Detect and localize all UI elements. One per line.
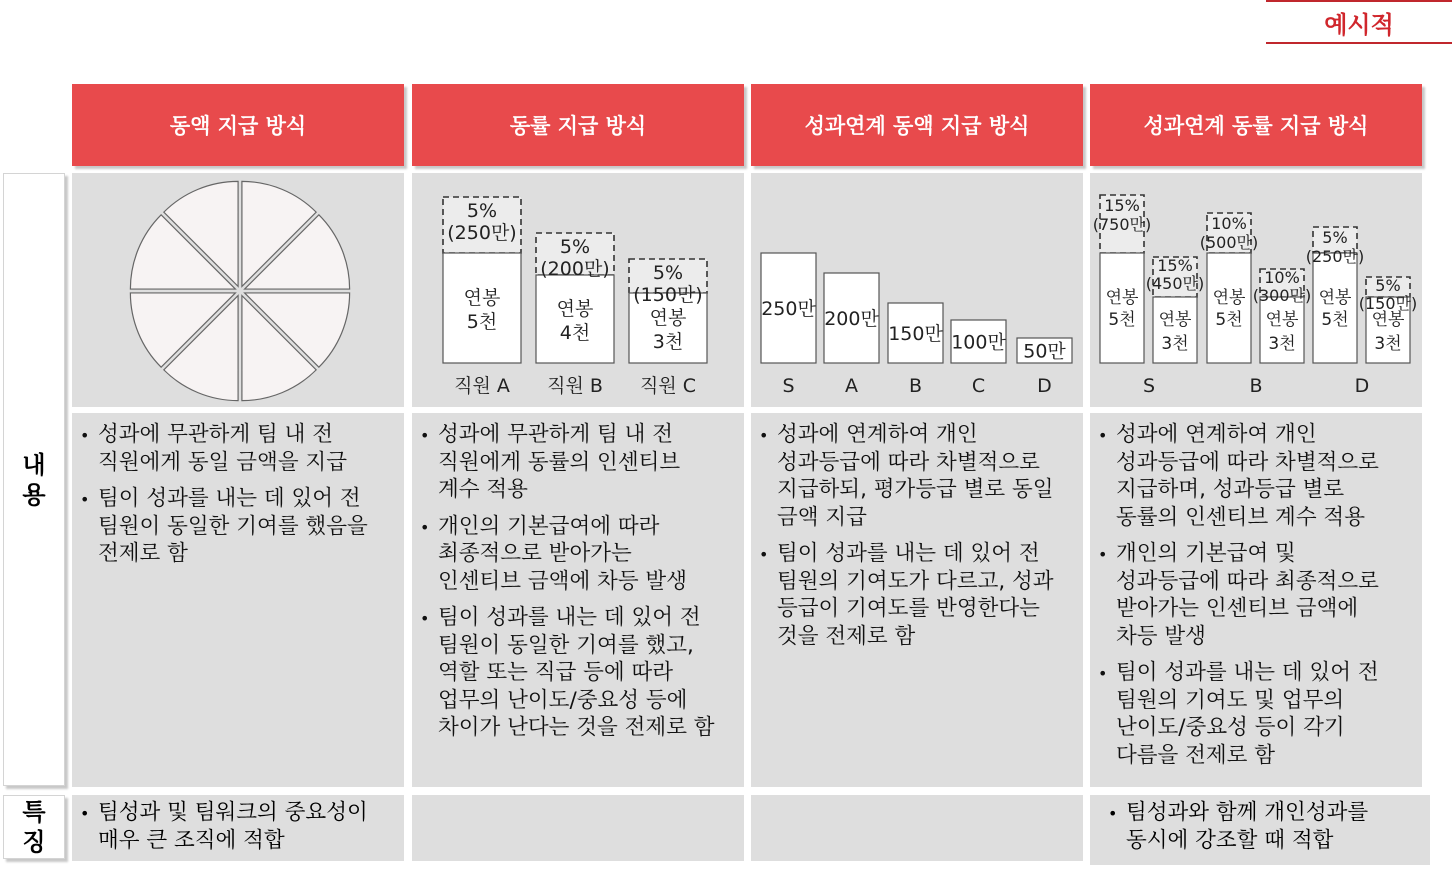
grade-label: S (782, 375, 795, 397)
row-header-feature (3, 795, 65, 859)
feature-perf-rate (1090, 795, 1430, 865)
bullet-item: • 개인의 기본급여 및 성과등급에 따라 최종적으로 받아가는 인센티브 금액에 차등 발생 (1098, 541, 1379, 649)
content-perf-amount (751, 413, 1083, 787)
equal-rate-diagram (412, 173, 744, 407)
bullet-item: • 성과에 무관하게 팀 내 전 직원에게 동일 금액을 지급 (80, 422, 347, 475)
grade-label: S (1142, 375, 1156, 397)
salary-label: 3천 (652, 331, 684, 353)
header-equal-rate: 동률 지급 방식 (412, 84, 744, 166)
bullet-item: • 팀이 성과를 내는 데 있어 전 팀원이 동일한 기여를 했음을 전제로 함 (80, 486, 368, 566)
visual-perf-amount (751, 173, 1083, 407)
visual-equal-rate (412, 173, 744, 407)
grade-label: B (908, 375, 923, 397)
amount-label: 150만 (888, 323, 943, 345)
bullet-item: • 팀이 성과를 내는 데 있어 전 팀원이 동일한 기여를 했고, 역할 또는 직급 등에 따라 업무의 난이도/중요성 등에 차이가 난다는 것을 전제로 함 (420, 605, 715, 740)
salary-label: 3천 (1161, 334, 1189, 354)
salary-label: 4천 (559, 322, 591, 344)
perf-amount-diagram (751, 173, 1083, 407)
visual-perf-rate (1090, 173, 1422, 407)
row-header-feature-char-1: 특 (22, 798, 46, 826)
bonus-amt-label: (300만) (1252, 286, 1312, 305)
salary-box (1100, 253, 1144, 363)
row-header-feature-char-2: 징 (22, 828, 46, 856)
bonus-amt-label: (450만) (1145, 274, 1205, 293)
salary-label: 연봉 (649, 307, 687, 329)
visual-equal-amount (72, 173, 404, 407)
amount-label: 100만 (951, 331, 1006, 354)
salary-label: 5천 (466, 311, 498, 333)
bonus-amt-label: (200만) (540, 258, 610, 280)
header-perf-rate: 성과연계 동률 지급 방식 (1090, 84, 1422, 166)
bullet-item: • 팀이 성과를 내는 데 있어 전 팀원의 기여도 및 업무의 난이도/중요성 등이 각기 다름을 전제로 함 (1098, 660, 1379, 768)
bonus-pct-label: 5% (559, 236, 591, 258)
employee-label: 직원 C (639, 375, 697, 397)
salary-label: 연봉 (1318, 288, 1352, 308)
feature-equal-rate (412, 795, 744, 861)
salary-label: 연봉 (1105, 288, 1139, 308)
bonus-amt-label: (150만) (633, 284, 703, 306)
content-equal-rate (412, 413, 744, 787)
bonus-pct-label: 5% (466, 200, 498, 222)
salary-label: 3천 (1374, 334, 1402, 354)
salary-label: 연봉 (1158, 310, 1192, 330)
grade-label: D (1037, 375, 1052, 397)
bullet-item: • 성과에 무관하게 팀 내 전 직원에게 동률의 인센티브 계수 적용 (420, 422, 681, 502)
grade-label: C (971, 375, 986, 397)
grade-label: D (1354, 375, 1370, 397)
salary-label: 연봉 (1371, 310, 1405, 330)
bonus-pct-label: 10% (1211, 214, 1247, 233)
bullet-item: • 개인의 기본급여에 따라 최종적으로 받아가는 인센티브 금액에 차등 발생 (420, 513, 687, 594)
bonus-pct-label: 15% (1157, 256, 1193, 275)
employee-label: 직원 B (547, 375, 603, 397)
salary-label: 5천 (1215, 310, 1243, 330)
row-header-content (3, 173, 65, 786)
amount-label: 250만 (761, 298, 816, 320)
salary-label: 연봉 (556, 298, 594, 320)
salary-box (1207, 253, 1251, 363)
perf-rate-diagram (1090, 173, 1422, 407)
amount-label: 200만 (824, 308, 879, 330)
bullet-item: • 성과에 연계하여 개인 성과등급에 따라 차별적으로 지급하되, 평가등급 별로 동일 금액 지급 (759, 422, 1054, 530)
salary-label: 3천 (1268, 334, 1296, 354)
bonus-pct-label: 10% (1264, 268, 1300, 287)
feature-item: • 팀성과와 함께 개인성과를 동시에 강조할 때 적합 (1108, 800, 1369, 853)
bonus-amt-label: (250만) (447, 222, 517, 244)
bonus-pct-label: 5% (1375, 276, 1401, 295)
feature-perf-amount (751, 795, 1083, 861)
employee-label: 직원 A (454, 375, 510, 397)
salary-label: 연봉 (1265, 310, 1299, 330)
salary-label: 5천 (1321, 310, 1349, 330)
grade-label: B (1249, 375, 1263, 397)
amount-label: 50만 (1023, 340, 1066, 363)
bonus-amt-label: (150만) (1358, 294, 1418, 313)
feature-item: • 팀성과 및 팀워크의 중요성이 매우 큰 조직에 적합 (80, 800, 368, 853)
grade-label: A (845, 375, 858, 397)
salary-box (1313, 253, 1357, 363)
salary-label: 연봉 (463, 287, 501, 309)
bonus-amt-label: (750만) (1092, 215, 1152, 234)
content-equal-amount (72, 413, 404, 787)
bonus-pct-label: 5% (652, 262, 684, 284)
bullet-item: • 성과에 연계하여 개인 성과등급에 따라 차별적으로 지급하며, 성과등급 별로 동률의 인센티브 계수 적용 (1098, 422, 1379, 530)
header-perf-amount: 성과연계 동액 지급 방식 (751, 84, 1083, 166)
salary-label: 연봉 (1212, 288, 1246, 308)
salary-label: 5천 (1108, 310, 1136, 330)
pie-diagram (72, 173, 404, 407)
bullet-item: • 팀이 성과를 내는 데 있어 전 팀원의 기여도가 다르고, 성과 등급이 기여도를 반영한다는 것을 전제로 함 (759, 541, 1054, 649)
bonus-pct-label: 5% (1322, 228, 1348, 247)
row-header-content-char-1: 내 (22, 450, 46, 479)
row-header-content-char-2: 용 (22, 480, 46, 509)
header-equal-amount: 동액 지급 방식 (72, 84, 404, 166)
content-perf-rate (1090, 413, 1422, 787)
bonus-pct-label: 15% (1104, 196, 1140, 215)
illustrative-tag: 예시적 (1266, 0, 1452, 44)
bonus-amt-label: (500만) (1199, 233, 1259, 252)
bonus-amt-label: (250만) (1305, 247, 1365, 266)
feature-equal-amount (72, 795, 404, 861)
